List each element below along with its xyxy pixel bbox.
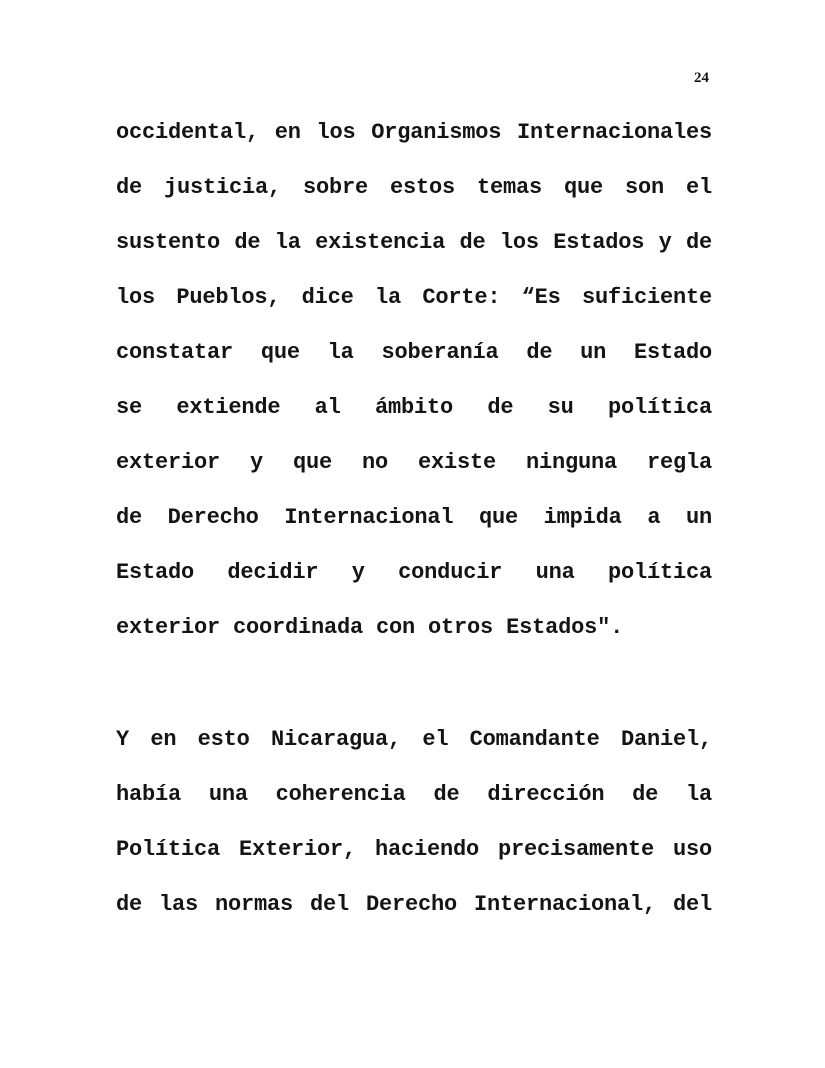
text-line: sustento de la existencia de los Estados y de: [116, 230, 712, 255]
text-line: occidental, en los Organismos Internacionales: [116, 120, 712, 145]
text-line: Política Exterior, haciendo precisamente uso: [116, 837, 712, 862]
text-line: Y en esto Nicaragua, el Comandante Daniel,: [116, 727, 712, 752]
text-line: constatar que la soberanía de un Estado: [116, 340, 712, 365]
paragraph-1: [116, 120, 712, 670]
paragraph-2: [116, 727, 712, 947]
text-line: exterior coordinada con otros Estados".: [116, 615, 624, 640]
text-line: de las normas del Derecho Internacional, del: [116, 892, 712, 917]
text-line: Estado decidir y conducir una política: [116, 560, 712, 585]
text-line: de justicia, sobre estos temas que son el: [116, 175, 712, 200]
page-number: 24: [694, 70, 709, 86]
text-line: exterior y que no existe ninguna regla: [116, 450, 712, 475]
text-line: los Pueblos, dice la Corte: “Es suficiente: [116, 285, 712, 310]
text-line: de Derecho Internacional que impida a un: [116, 505, 712, 530]
text-line: se extiende al ámbito de su política: [116, 395, 712, 420]
text-line: había una coherencia de dirección de la: [116, 782, 712, 807]
